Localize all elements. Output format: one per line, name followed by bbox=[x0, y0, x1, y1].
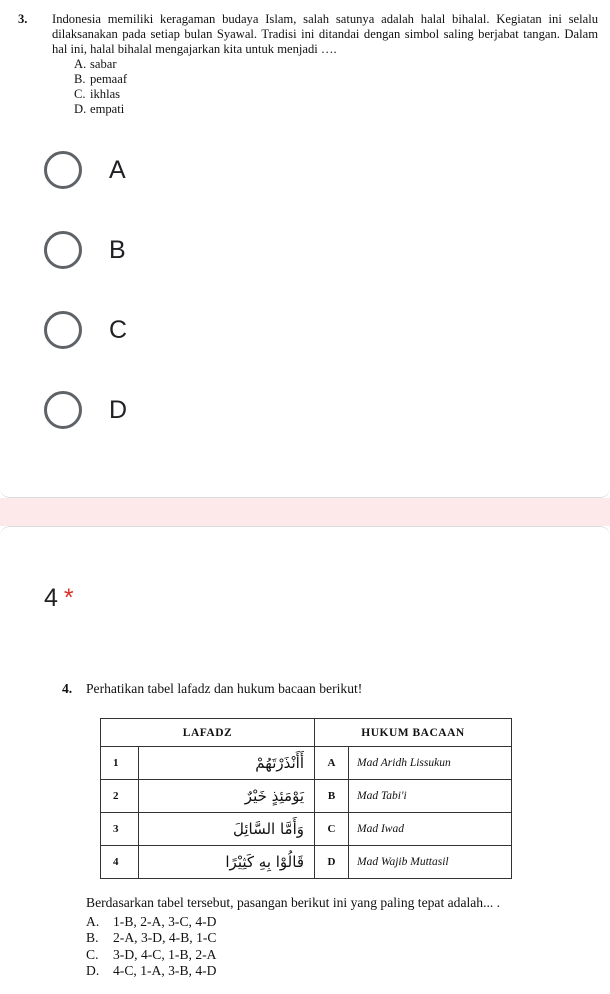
lafadz-table bbox=[100, 718, 512, 879]
question3-option: B. pemaaf bbox=[74, 72, 128, 86]
question3-text: Indonesia memiliki keragaman budaya Islam, salah satunya adalah halal bihalal. Kegiatan ini selalu dilaksanakan pada setiap bulan Syawal. Tradisi ini ditandai dengan simbol saling berjabat tangan. Dalam hal ini, halal bihalal mengajarkan kita untuk menjadi …. bbox=[52, 12, 598, 56]
hukum-bacaan: Mad Aridh Lissukun bbox=[349, 747, 512, 780]
question4-body bbox=[86, 895, 500, 980]
table-row: 4 قَالُوْا بِهِ كَثِيْرًا D Mad Wajib Muttasil bbox=[101, 846, 512, 879]
choice-label: C bbox=[109, 315, 128, 344]
choice-c[interactable] bbox=[44, 311, 127, 349]
choice-label: B bbox=[109, 235, 126, 264]
arabic-lafadz: يَوْمَئِذٍ خَيْرٌ bbox=[139, 780, 315, 813]
table-row: 3 وَأَمَّا السَّائِلَ C Mad Iwad bbox=[101, 813, 512, 846]
radio-button[interactable] bbox=[44, 231, 82, 269]
question-title-text: 4 bbox=[44, 584, 58, 612]
question3-image bbox=[18, 12, 598, 117]
question4-number: 4. bbox=[62, 681, 73, 696]
hukum-bacaan: Mad Tabi'i bbox=[349, 780, 512, 813]
arabic-lafadz: قَالُوْا بِهِ كَثِيْرًا bbox=[139, 846, 315, 879]
card-bottom-edge bbox=[0, 440, 610, 498]
question4-option: D. 4-C, 1-A, 3-B, 4-D bbox=[86, 963, 217, 978]
question3-number: 3. bbox=[18, 12, 28, 26]
choice-label: A bbox=[109, 155, 126, 184]
question3-option: A. sabar bbox=[74, 57, 117, 71]
table-row: 2 يَوْمَئِذٍ خَيْرٌ B Mad Tabi'i bbox=[101, 780, 512, 813]
hukum-bacaan: Mad Iwad bbox=[349, 813, 512, 846]
choice-label: D bbox=[109, 395, 128, 424]
table-row: 1 أَأَنْذَرْتَهُمْ A Mad Aridh Lissukun bbox=[101, 747, 512, 780]
question3-option: C. ikhlas bbox=[74, 87, 121, 101]
table-header-hukum: HUKUM BACAAN bbox=[315, 719, 512, 747]
radio-button[interactable] bbox=[44, 391, 82, 429]
question4-option: A. 1-B, 2-A, 3-C, 4-D bbox=[86, 913, 217, 929]
page-background-band bbox=[0, 498, 610, 526]
hukum-bacaan: Mad Wajib Muttasil bbox=[349, 846, 512, 879]
question3-option: D. empati bbox=[74, 102, 125, 116]
choice-a[interactable] bbox=[44, 151, 126, 189]
question3-options bbox=[74, 57, 598, 117]
question4-intro-text: Perhatikan tabel lafadz dan hukum bacaan berikut! bbox=[86, 681, 363, 696]
table-header-row bbox=[101, 719, 512, 747]
card-top-edge bbox=[0, 526, 610, 546]
question-title bbox=[44, 584, 74, 613]
arabic-lafadz: وَأَمَّا السَّائِلَ bbox=[139, 813, 315, 846]
question4-options bbox=[86, 914, 500, 980]
choice-b[interactable] bbox=[44, 231, 126, 269]
choice-d[interactable] bbox=[44, 391, 127, 429]
question4-option: B. 2-A, 3-D, 4-B, 1-C bbox=[86, 930, 217, 945]
arabic-lafadz: أَأَنْذَرْتَهُمْ bbox=[139, 747, 315, 780]
question4-option: C. 3-D, 4-C, 1-B, 2-A bbox=[86, 946, 217, 962]
question4-intro bbox=[62, 681, 362, 697]
required-asterisk: * bbox=[63, 584, 74, 612]
question4-prompt: Berdasarkan tabel tersebut, pasangan berikut ini yang paling tepat adalah... . bbox=[86, 895, 501, 910]
radio-button[interactable] bbox=[44, 151, 82, 189]
table-header-lafadz: LAFADZ bbox=[101, 719, 315, 747]
radio-button[interactable] bbox=[44, 311, 82, 349]
